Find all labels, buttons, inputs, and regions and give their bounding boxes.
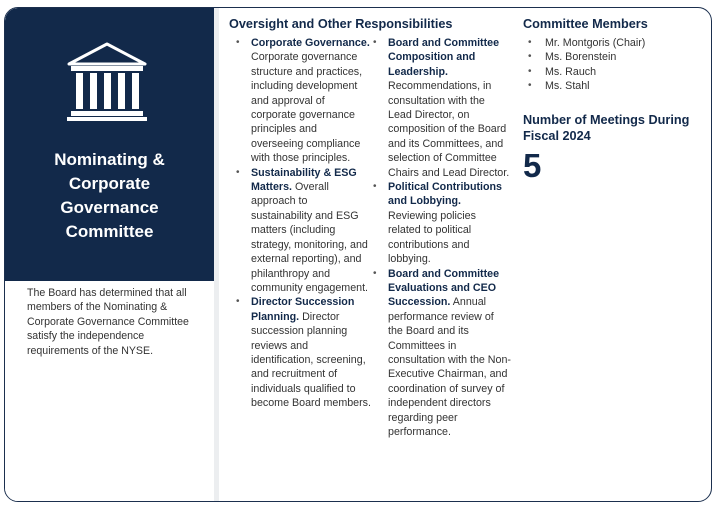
bullet-icon: • bbox=[373, 181, 377, 193]
member-name: Ms. Rauch bbox=[545, 65, 597, 78]
responsibility-text: Overall approach to sustainability and ESG matters (including strategy, monitoring, and external reporting), and philanthropy and community engagement. bbox=[251, 181, 369, 294]
member-item bbox=[523, 79, 709, 93]
committee-title-line: Nominating & bbox=[54, 150, 165, 169]
committee-title-line: Committee bbox=[65, 222, 154, 241]
responsibility-text: Corporate governance structure and practices, including development and approval of corporate governance principles and overseeing compliance with those principles. bbox=[251, 51, 363, 165]
bullet-icon: • bbox=[528, 51, 532, 63]
member-name: Ms. Stahl bbox=[545, 80, 590, 93]
bullet-icon: • bbox=[236, 166, 240, 178]
responsibility-item bbox=[231, 36, 371, 166]
member-name: Ms. Borenstein bbox=[545, 51, 617, 64]
member-item bbox=[523, 65, 709, 79]
bullet-icon: • bbox=[236, 37, 240, 48]
meetings-title: Number of Meetings During Fiscal 2024 bbox=[523, 112, 690, 143]
responsibility-heading: Corporate Governance. bbox=[251, 37, 370, 49]
independence-note: The Board has determined that all members of the Nominating & Corporate Governance Committee satisfy the independence requirements of the NYSE. bbox=[27, 287, 189, 357]
bullet-icon: • bbox=[373, 267, 377, 279]
bullet-icon: • bbox=[373, 37, 377, 48]
bullet-icon: • bbox=[236, 296, 240, 308]
members-title: Committee Members bbox=[523, 17, 648, 31]
responsibility-text: Recommendations, in consultation with the Lead Director, on composition of the Board and its Committees, and selection of Committee Chairs and Lead Director. bbox=[388, 80, 510, 179]
responsibility-item bbox=[368, 267, 511, 440]
committee-title-line: Governance bbox=[60, 198, 159, 217]
committee-title-line: Corporate bbox=[68, 174, 151, 193]
meetings-count: 5 bbox=[523, 146, 542, 184]
responsibility-heading: Board and Committee Composition and Leadership. bbox=[388, 37, 500, 78]
responsibility-heading: Board and Committee Evaluations and CEO Succession. bbox=[388, 267, 500, 309]
members-section bbox=[523, 16, 709, 186]
building-columns-icon bbox=[65, 42, 149, 122]
responsibility-item bbox=[368, 180, 511, 266]
committee-header-panel bbox=[5, 8, 214, 281]
committee-title bbox=[13, 148, 206, 244]
member-item bbox=[523, 36, 709, 50]
member-name: Mr. Montgoris (Chair) bbox=[545, 37, 646, 49]
responsibility-text: Director succession planning reviews and identification, screening, and recruitment of individuals qualified to become Board members. bbox=[251, 310, 371, 410]
responsibility-text: Reviewing policies related to political contributions and lobbying. bbox=[388, 209, 476, 266]
committee-card bbox=[4, 7, 712, 502]
responsibility-item bbox=[368, 36, 511, 180]
responsibility-heading: Sustainability & ESG Matters. bbox=[251, 166, 357, 194]
responsibilities-title: Oversight and Other Responsibilities bbox=[229, 17, 453, 31]
responsibility-item bbox=[231, 295, 371, 410]
left-column bbox=[5, 8, 214, 501]
member-item bbox=[523, 50, 709, 64]
responsibility-heading: Director Succession Planning. bbox=[251, 296, 355, 323]
bullet-icon: • bbox=[528, 37, 532, 48]
column-divider bbox=[214, 8, 219, 501]
responsibility-text: Annual performance review of the Board and its Committees in consultation with the Non-Executive Chairman, and coordination of survey of independent directors regarding peer performance. bbox=[388, 296, 511, 438]
bullet-icon: • bbox=[528, 65, 532, 77]
members-list bbox=[523, 36, 709, 94]
responsibilities-column-2 bbox=[368, 36, 511, 439]
responsibility-item bbox=[231, 166, 371, 296]
responsibility-heading: Political Contributions and Lobbying. bbox=[388, 181, 502, 208]
bullet-icon: • bbox=[528, 80, 532, 92]
responsibilities-column-1 bbox=[231, 36, 371, 411]
